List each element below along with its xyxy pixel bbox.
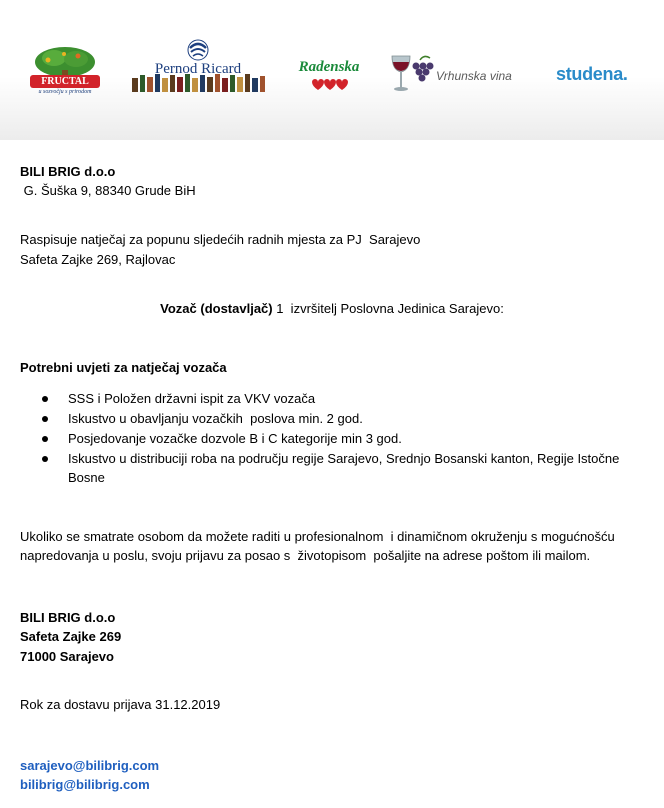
list-item-text: Iskustvo u obavljanju vozačkih poslova min. 2 god.	[68, 411, 363, 426]
list-item	[20, 409, 640, 429]
fructal-tagline: u sozvočju s prirodom	[38, 89, 92, 95]
address-city: 71000 Sarajevo	[20, 649, 114, 664]
bullet-icon	[42, 416, 48, 422]
address-street: Safeta Zajke 269	[20, 629, 122, 644]
list-item-text: SSS i Položen državni ispit za VKV vozača	[68, 391, 316, 406]
logo-banner	[0, 0, 664, 140]
requirements-list	[20, 389, 640, 487]
email-link-sarajevo[interactable]: sarajevo@bilibrig.com	[20, 758, 160, 773]
bullet-icon	[42, 456, 48, 462]
bullet-icon	[42, 396, 48, 402]
deadline: Rok za dostavu prijava 31.12.2019	[20, 697, 221, 712]
list-item-text: Posjedovanje vozačke dozvole B i C kategorije min 3 god.	[68, 431, 402, 446]
bullet-icon	[42, 436, 48, 442]
vrhunska-vina-name: Vrhunska vina	[436, 69, 512, 83]
radenska-logo	[290, 58, 368, 94]
list-item-text: Iskustvo u distribuciji roba na području regije Sarajevo, Srednjo Bosanski kanton, Regije Istočne Bosne	[68, 451, 620, 485]
list-item	[20, 389, 640, 409]
pernod-ricard-logo	[128, 38, 268, 96]
fructal-logo	[28, 46, 102, 100]
pernod-ricard-name: Pernod Ricard	[154, 61, 242, 77]
radenska-hearts-icon	[290, 77, 368, 93]
vrhunska-vina-logo	[388, 52, 538, 96]
company-name: BILI BRIG d.o.o	[20, 164, 116, 179]
studena-logo: studena.	[556, 64, 628, 84]
apply-line-1: Ukoliko se smatrate osobom da možete raditi u profesionalnom i dinamičnom okruženju s mogućnošću	[20, 529, 615, 544]
position-title: Vozač (dostavljač)	[160, 301, 273, 316]
email-line-1	[20, 757, 159, 774]
list-item	[20, 449, 640, 487]
radenska-name: Radenska	[298, 59, 360, 75]
position-line	[0, 300, 664, 317]
email-link-bilibrig[interactable]: bilibrig@bilibrig.com	[20, 777, 150, 792]
fructal-name: FRUCTAL	[41, 76, 89, 87]
email-line-2	[20, 776, 150, 793]
intro-line-2: Safeta Zajke 269, Rajlovac	[20, 252, 176, 267]
apply-line-2: napredovanja u poslu, svoju prijavu za posao s životopisom pošaljite na adrese poštom ili mailom.	[20, 548, 591, 563]
requirements-heading: Potrebni uvjeti za natječaj vozača	[20, 360, 227, 375]
wine-glass-grapes-icon	[388, 52, 434, 96]
position-details: 1 izvršitelj Poslovna Jedinica Sarajevo:	[272, 301, 504, 316]
company-address: G. Šuška 9, 88340 Grude BiH	[20, 183, 196, 198]
list-item	[20, 429, 640, 449]
intro-line-1: Raspisuje natječaj za popunu sljedećih radnih mjesta za PJ Sarajevo	[20, 232, 421, 247]
address-company: BILI BRIG d.o.o	[20, 610, 116, 625]
